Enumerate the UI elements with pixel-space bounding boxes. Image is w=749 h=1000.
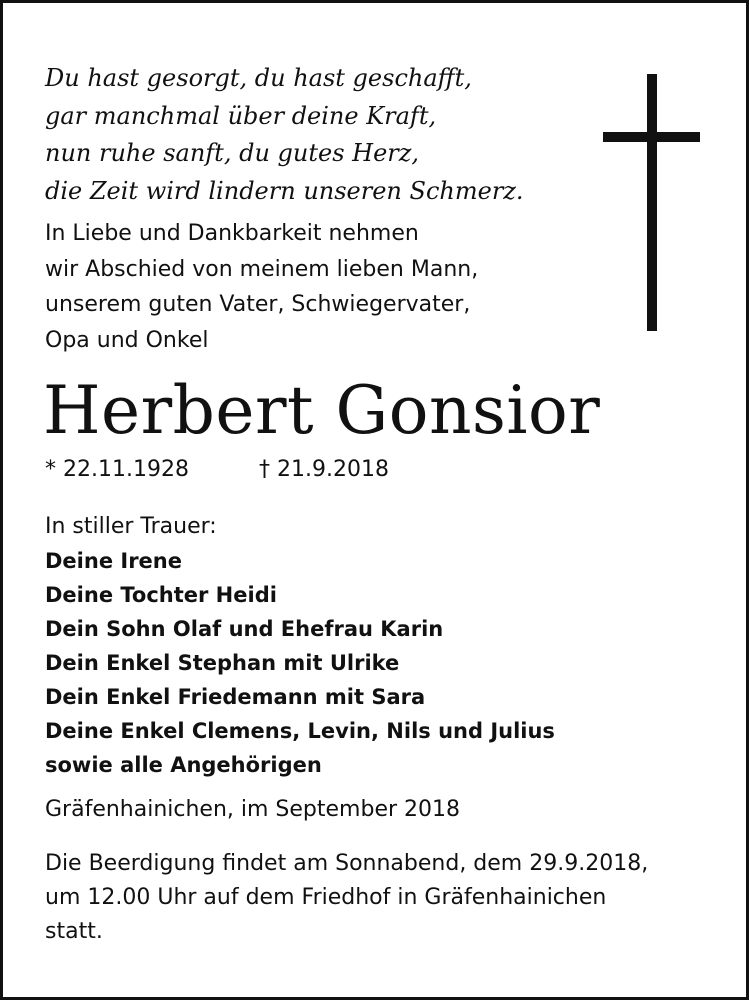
mourner-entry: Dein Enkel Friedemann mit Sara	[45, 685, 426, 709]
burial-line: um 12.00 Uhr auf dem Friedhof in Gräfenhainichen	[45, 885, 607, 910]
mourner-entry: Deine Tochter Heidi	[45, 583, 277, 607]
mourners-heading: In stiller Trauer:	[45, 514, 217, 539]
poem-line: nun ruhe sanft, du gutes Herz,	[45, 139, 420, 167]
mourners-list	[45, 510, 555, 782]
death-date: † 21.9.2018	[259, 457, 389, 482]
burial-line: statt.	[45, 919, 103, 944]
farewell-line: wir Abschied von meinem lieben Mann,	[45, 256, 479, 282]
mourner-entry: Dein Enkel Stephan mit Ulrike	[45, 651, 400, 675]
farewell-line: unserem guten Vater, Schwiegervater,	[45, 292, 471, 317]
deceased-name: Herbert Gonsior	[43, 372, 601, 449]
mourner-entry: Deine Irene	[45, 549, 182, 573]
poem-line: gar manchmal über deine Kraft,	[45, 101, 437, 130]
birth-date: * 22.11.1928	[45, 457, 189, 482]
mourner-entry: sowie alle Angehörigen	[45, 753, 322, 777]
mourner-entry: Dein Sohn Olaf und Ehefrau Karin	[45, 617, 444, 641]
burial-line: Die Beerdigung findet am Sonnabend, dem 29.9.2018,	[45, 851, 649, 876]
memorial-poem	[45, 60, 524, 210]
place-and-date: Gräfenhainichen, im September 2018	[45, 797, 461, 822]
farewell-line: In Liebe und Dankbarkeit nehmen	[45, 221, 419, 246]
mourner-entry: Deine Enkel Clemens, Levin, Nils und Julius	[45, 719, 555, 743]
cross-icon-crossbar	[603, 132, 700, 142]
farewell-text	[45, 216, 478, 358]
poem-line: Du hast gesorgt, du hast geschafft,	[45, 64, 472, 92]
cross-icon	[647, 74, 657, 331]
poem-line: die Zeit wird lindern unseren Schmerz.	[45, 176, 524, 205]
farewell-line: Opa und Onkel	[45, 327, 209, 353]
burial-info	[45, 847, 648, 949]
life-dates	[45, 453, 389, 487]
